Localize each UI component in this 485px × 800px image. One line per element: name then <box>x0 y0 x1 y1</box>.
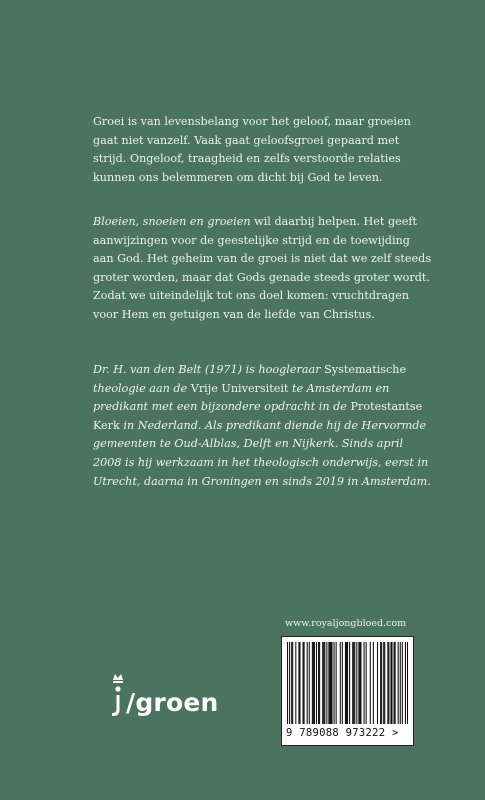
barcode-bar <box>360 642 361 724</box>
barcode-bar <box>349 642 350 724</box>
bio-part: Protestantse Kerk <box>93 400 423 432</box>
barcode-bar <box>381 642 382 724</box>
barcode-bar <box>323 642 324 724</box>
barcode-bar <box>347 642 348 724</box>
barcode-bar <box>326 642 327 724</box>
barcode-bar <box>330 642 331 724</box>
barcode-bar <box>353 642 354 724</box>
barcode-bar <box>402 642 403 724</box>
bio-part: Vrije Universiteit <box>190 381 289 395</box>
publisher-website[interactable]: www.royaljongbloed.com <box>285 618 407 629</box>
barcode-bar <box>358 642 359 724</box>
barcode-bar <box>313 642 314 724</box>
barcode <box>281 636 414 746</box>
barcode-bar <box>394 642 395 724</box>
barcode-bar <box>309 642 310 724</box>
barcode-bar <box>356 642 357 724</box>
isbn-number: 9 789088 973222 > <box>286 727 399 739</box>
barcode-bar <box>340 642 341 724</box>
description-paragraph <box>93 213 433 325</box>
barcode-bar <box>287 642 288 724</box>
barcode-bar <box>289 642 290 724</box>
barcode-bar <box>291 642 292 724</box>
barcode-bar <box>352 642 353 724</box>
barcode-bar <box>384 642 385 724</box>
barcode-bar <box>299 642 300 724</box>
bio-part: theologie aan de <box>93 381 191 395</box>
barcode-bar <box>292 642 293 724</box>
barcode-bar <box>400 642 401 724</box>
barcode-bar <box>366 642 367 724</box>
barcode-bar <box>342 642 343 724</box>
barcode-bars <box>287 642 408 724</box>
bio-part: te Amsterdam en predikant met een bijzondere opdracht in de <box>93 381 390 414</box>
description-text: wil daarbij helpen. Het geeft aanwijzingen voor de geestelijke strijd en de toewijding aan God. Het geheim van de groei is niet dat we zelf steeds groter worden, maar dat Gods genade steeds groter wordt. Zodat we uiteindelijk tot ons doel komen: vruchtdragen voor Hem en getuigen van de liefde van Christus. <box>93 215 432 321</box>
barcode-bar <box>373 642 374 724</box>
barcode-bar <box>388 642 389 724</box>
barcode-bar <box>364 642 365 724</box>
barcode-bar <box>354 642 355 724</box>
barcode-bar <box>307 642 308 724</box>
barcode-bar <box>324 642 325 724</box>
barcode-bar <box>380 642 381 724</box>
barcode-bar <box>377 642 378 724</box>
barcode-bar <box>370 642 371 724</box>
barcode-bar <box>331 642 332 724</box>
barcode-bar <box>303 642 304 724</box>
barcode-bar <box>314 642 315 724</box>
bio-part: Dr. H. van den Belt (1971) is hoogleraar <box>93 363 325 376</box>
barcode-bar <box>318 642 319 724</box>
barcode-bar <box>312 642 313 724</box>
barcode-bar <box>390 642 391 724</box>
barcode-bar <box>395 642 396 724</box>
barcode-bar <box>398 642 399 724</box>
barcode-bar <box>334 642 335 724</box>
bio-part: in Nederland. Als predikant diende hij de Hervormde gemeenten te Oud-Alblas, Delft en Nijkerk. Sinds april 2008 is hij werkzaam in het theologisch onderwijs, eerst in Utrecht, daarna in Groningen en sinds 2019 in Amsterdam. <box>93 418 431 488</box>
barcode-bar <box>383 642 384 724</box>
barcode-bar <box>391 642 392 724</box>
barcode-bar <box>304 642 305 724</box>
barcode-bar <box>295 642 296 724</box>
barcode-bar <box>322 642 323 724</box>
barcode-bar <box>387 642 388 724</box>
author-bio <box>93 361 433 491</box>
barcode-bar <box>359 642 360 724</box>
barcode-bar <box>346 642 347 724</box>
barcode-bar <box>336 642 337 724</box>
barcode-bar <box>407 642 408 724</box>
book-title: Bloeien, snoeien en groeien <box>93 215 251 228</box>
barcode-bar <box>319 642 320 724</box>
barcode-bar <box>328 642 329 724</box>
intro-paragraph: Groei is van levensbelang voor het geloof, maar groeien gaat niet vanzelf. Vaak gaat geloofsgroei gepaard met strijd. Ongeloof, traagheid en zelfs verstoorde relaties kunnen ons belemmeren om dicht bij God te leven. <box>93 115 411 184</box>
publisher-logo <box>110 668 218 718</box>
logo-wordmark: /groen <box>126 688 219 717</box>
barcode-bar <box>329 642 330 724</box>
barcode-bar <box>405 642 406 724</box>
bio-part: Systematische <box>324 363 407 376</box>
barcode-bar <box>298 642 299 724</box>
crown-j-icon <box>110 672 126 718</box>
barcode-bar <box>316 642 317 724</box>
barcode-bar <box>345 642 346 724</box>
